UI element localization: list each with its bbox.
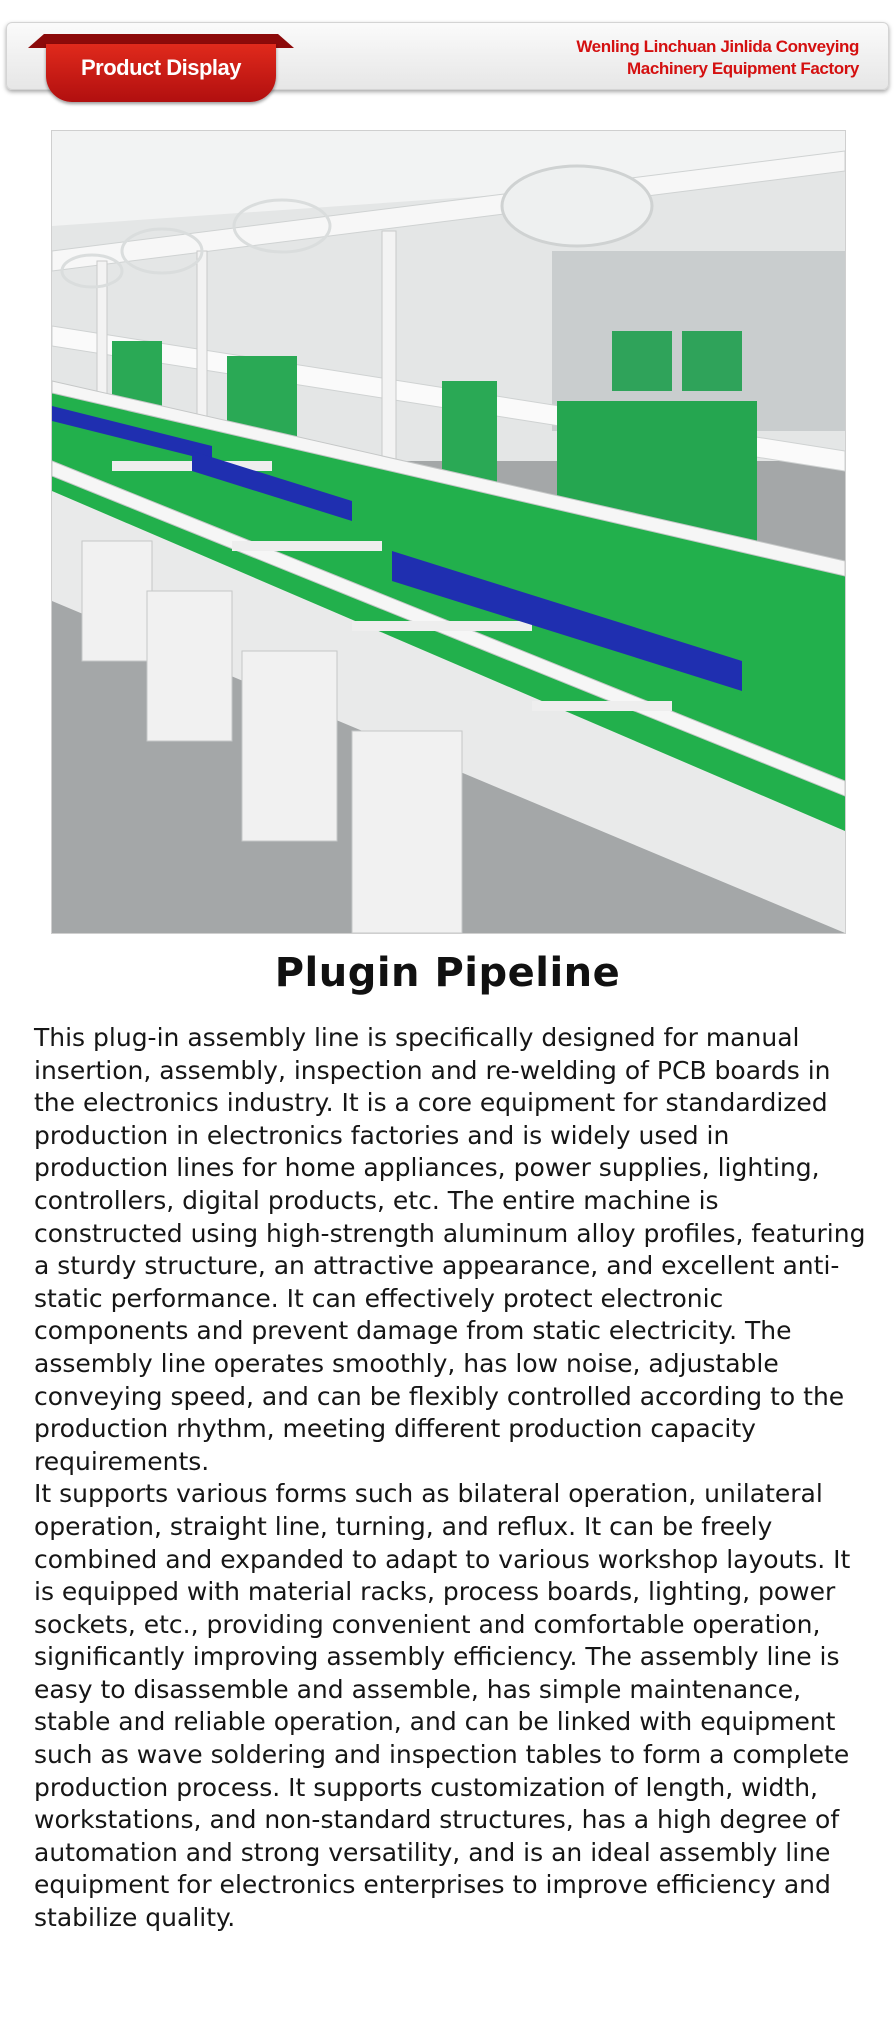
crossbar bbox=[232, 541, 382, 551]
product-photo bbox=[51, 130, 846, 934]
cabinet bbox=[82, 541, 152, 661]
product-description bbox=[34, 1022, 869, 1935]
product-display-tab bbox=[28, 34, 294, 104]
crossbar bbox=[352, 621, 532, 631]
fan bbox=[502, 166, 652, 246]
product-title: Plugin Pipeline bbox=[274, 950, 621, 996]
assembly-line-illustration bbox=[52, 131, 845, 933]
company-name-line1: Wenling Linchuan Jinlida Conveying bbox=[576, 37, 859, 56]
crossbar bbox=[532, 701, 672, 711]
company-name bbox=[576, 36, 859, 80]
cabinet bbox=[352, 731, 462, 933]
cabinet bbox=[242, 651, 337, 841]
window-panel bbox=[612, 331, 672, 391]
company-name-line2: Machinery Equipment Factory bbox=[627, 59, 859, 78]
header-banner bbox=[6, 22, 889, 90]
cabinet bbox=[147, 591, 232, 741]
window-panel bbox=[682, 331, 742, 391]
product-display-label: Product Display bbox=[46, 44, 276, 102]
description-paragraph-2: It supports various forms such as bilateral operation, unilateral operation, straight line, turning, and reflux. It can be freely combined and expanded to adapt to various workshop layouts. It is equipped with material racks, process boards, lighting, power sockets, etc., providing convenient and comfortable operation, significantly improving assembly efficiency. The assembly line is easy to disassemble and assemble, has simple maintenance, stable and reliable operation, and can be linked with equipment such as wave soldering and inspection tables to form a complete production process. It supports customization of length, width, workstations, and non-standard structures, has a high degree of automation and strong versatility, and is an ideal assembly line equipment for electronics enterprises to improve efficiency and stabilize quality. bbox=[34, 1479, 851, 1933]
description-paragraph-1: This plug-in assembly line is specifically designed for manual insertion, assembly, inspection and re-welding of PCB boards in the electronics industry. It is a core equipment for standardized production in electronics factories and is widely used in production lines for home appliances, power supplies, lighting, controllers, digital products, etc. The entire machine is constructed using high-strength aluminum alloy profiles, featuring a sturdy structure, an attractive appearance, and excellent anti-static performance. It can effectively protect electronic components and prevent damage from static electricity. The assembly line operates smoothly, has low noise, adjustable conveying speed, and can be flexibly controlled according to the production rhythm, meeting different production capacity requirements. bbox=[34, 1023, 866, 1476]
